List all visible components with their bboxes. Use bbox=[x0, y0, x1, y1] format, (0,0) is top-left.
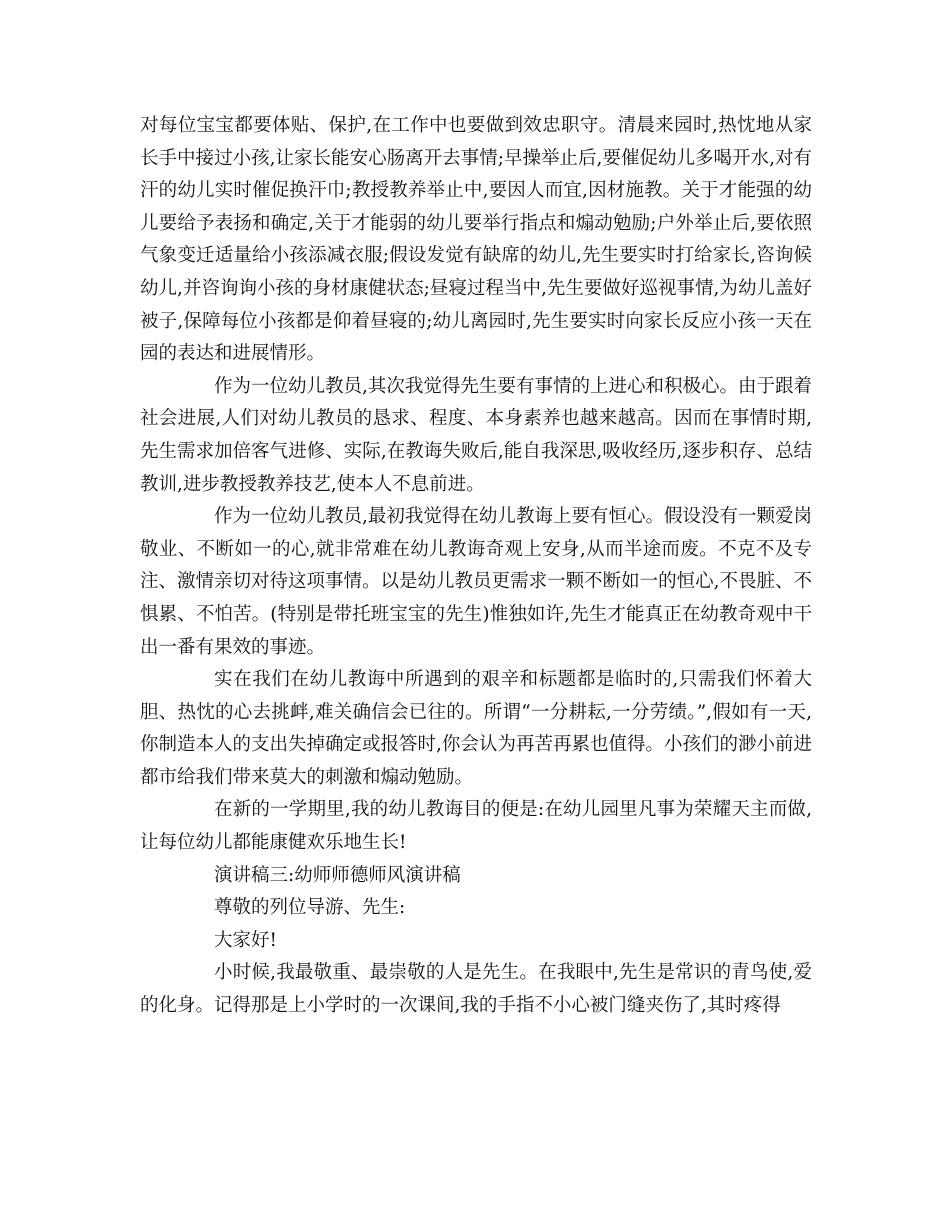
greeting: 大家好! bbox=[214, 929, 277, 951]
salutation: 尊敬的列位导游、先生: bbox=[214, 897, 406, 919]
paragraph-4: 实在我们在幼儿教诲中所遇到的艰辛和标题都是临时的,只需我们怀着大胆、热忱的心去挑衅,难关确信会已往的。所谓“一分耕耘,一分劳绩。”,假如有一天,你制造本人的支出失掉确定或报答时,你会认为再苦再累也值得。小孩们的渺小前进都市给我们带来莫大的刺激和煽动勉励。 bbox=[140, 669, 812, 788]
speech-heading: 演讲稿三:幼师师德师风演讲稿 bbox=[214, 864, 461, 886]
paragraph-2: 作为一位幼儿教员,其次我觉得先生要有事情的上进心和积极心。由于跟着社会进展,人们对幼儿教员的恳求、程度、本身素养也越来越高。因而在事情时期,先生需求加倍客气进修、实际,在教诲失败后,能自我深思,吸收经历,逐步积存、总结教训,进步教授教养技艺,使本人不息前进。 bbox=[140, 375, 812, 495]
paragraph-3: 作为一位幼儿教员,最初我觉得在幼儿教诲上要有恒心。假设没有一颗爱岗敬业、不断如一的心,就非常难在幼儿教诲奇观上安身,从而半途而废。不克不及专注、激情亲切对待这项事情。以是幼儿教员更需求一颗不断如一的恒心,不畏脏、不惧累、不怕苦。(特别是带托班宝宝的先生)惟独如许,先生才能真正在幼教奇观中干出一番有果效的事迹。 bbox=[140, 506, 812, 658]
document-body bbox=[140, 110, 812, 1023]
paragraph-1: 对每位宝宝都要体贴、保护,在工作中也要做到效忠职守。清晨来园时,热忱地从家长手中接过小孩,让家长能安心肠离开去事情;早操举止后,要催促幼儿多喝开水,对有汗的幼儿实时催促换汗巾;教授教养举止中,要因人而宜,因材施教。关于才能强的幼儿要给予表扬和确定,关于才能弱的幼儿要举行指点和煽动勉励;户外举止后,要依照气象变迁适量给小孩添减衣服;假设发觉有缺席的幼儿,先生要实时打给家长,咨询候幼儿,并咨询询小孩的身材康健状态;昼寝过程当中,先生要做好巡视事情,为幼儿盖好被子,保障每位小孩都是仰着昼寝的;幼儿离园时,先生要实时向家长反应小孩一天在园的表达和进展情形。 bbox=[140, 115, 812, 365]
paragraph-5: 在新的一学期里,我的幼儿教诲目的便是:在幼儿园里凡事为荣耀天主而做,让每位幼儿都能康健欢乐地生长! bbox=[140, 799, 812, 854]
paragraph-6: 小时候,我最敬重、最崇敬的人是先生。在我眼中,先生是常识的青鸟使,爱的化身。记得那是上小学时的一次课间,我的手指不小心被门缝夹伤了,其时疼得 bbox=[140, 962, 812, 1017]
